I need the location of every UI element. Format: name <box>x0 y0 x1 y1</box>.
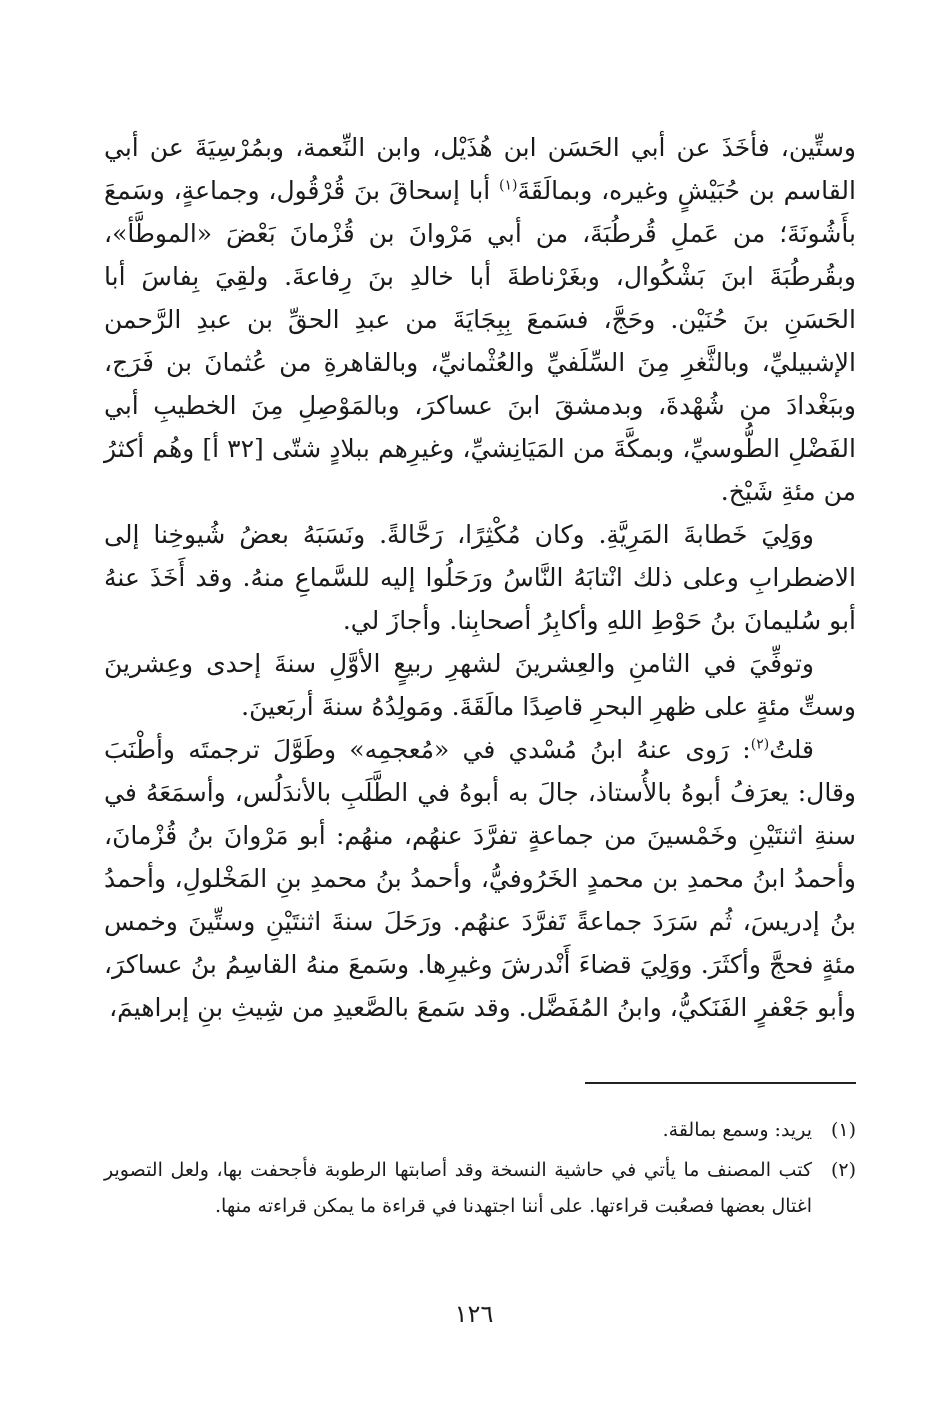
footnote-2 <box>104 1152 856 1224</box>
paragraph-4 <box>104 728 856 1029</box>
paragraph-4-text: قلتُ <box>769 735 814 764</box>
footnote-ref-2: (٢) <box>750 736 770 753</box>
paragraph-2 <box>104 513 856 642</box>
footnote-2-number: (٢) <box>830 1159 856 1181</box>
paragraph-3 <box>104 642 856 728</box>
footnote-1 <box>104 1112 856 1148</box>
paragraph-1 <box>104 126 856 513</box>
footnote-ref-1: (١) <box>499 177 518 194</box>
footnote-2-text: كتب المصنف ما يأتي في حاشية النسخة وقد أصابتها الرطوبة فأجحفت بها، ولعل التصوير اغتال بعضها فصعُبت قراءتها. على أننا اجتهدنا في قراءة ما يمكن قراءته منها. <box>104 1159 812 1217</box>
footnote-divider <box>585 1082 856 1084</box>
main-text <box>104 126 856 1029</box>
footnote-1-text: يريد: وسمع بمالقة. <box>662 1119 812 1141</box>
paragraph-4-text-cont: : رَوى عنهُ ابنُ مُسْدي في «مُعجمِه» وطَوَّلَ ترجمتَه وأطْنَبَ وقال: يعرَفُ أبوهُ بالأُستاذ، جالَ به أبوهُ في الطَّلَبِ بالأندَلُس، وأسمَعَهُ في سنةِ اثنتَيْنِ وخَمْسينَ من جماعةٍ تفرَّدَ عنهُم، منهُم: أبو مَرْوانَ بنُ قُزْمانَ، وأحمدُ ابنُ محمدِ بن محمدٍ الخَرُوفيُّ، وأحمدُ بنُ محمدِ بنِ المَخْلولِ، وأحمدُ بنُ إدريسَ، ثُم سَرَدَ جماعةً تَفرَّدَ عنهُم. ورَحَلَ سنةَ اثنتَيْنِ وستِّينَ وخمس مئةٍ فحجَّ وأكثَرَ. ووَلِيَ قضاءَ أَنْدرشَ وغيرِها. وسَمعَ منهُ القاسِمُ بنُ عساكرَ، وأبو جَعْفرٍ الفَنَكيُّ، وابنُ المُفَضَّل. وقد سَمعَ بالصَّعيدِ من شِيثِ بنِ إبراهيمَ، <box>104 735 856 1022</box>
paragraph-2-text: ووَلِيَ خَطابةَ المَرِيَّةِ. وكان مُكْثِرًا، رَحَّالةً. ونَسَبَهُ بعضُ شُيوخِنا إلى الاضطرابِ وعلى ذلك انْتابَهُ النَّاسُ ورَحَلُوا إليه للسَّماعِ منهُ. وقد أَخَذَ عنهُ أبو سُليمانَ بنُ حَوْطِ اللهِ وأكابِرُ أصحابِنا. وأجازَ لي. <box>104 520 856 635</box>
paragraph-1-text-cont: أبا إسحاقَ بنَ قُرْقُول، وجماعةٍ، وسَمعَ بأَشُونَةَ؛ من عَملِ قُرطُبَةَ، من أبي مَرْوانَ بن قُزْمانَ بَعْضَ «الموطَّأ»، وبقُرطُبَةَ ابنَ بَشْكُوال، وبغَرْناطةَ أبا خالدِ بنَ رِفاعةَ. ولقِيَ بِفاسَ أبا الحَسَنِ بنَ حُنَيْن. وحَجَّ، فسَمعَ بِبِجَايَةَ من عبدِ الحقِّ بن عبدِ الرَّحمن الإشبيليِّ، وبالثَّغرِ مِنَ السِّلَفيِّ والعُثْمانيِّ، وبالقاهرةِ من عُثمانَ بن فَرَج، وببَغْدادَ من شُهْدةَ، وبدمشقَ ابنَ عساكرَ، وبالمَوْصِلِ مِنَ الخطيبِ أبي الفَضْلِ الطُّوسيِّ، وبمكَّةَ من المَيَانِشيِّ، وغيرِهم ببلادٍ شتّى [٣٢ أ] وهُم أكثرُ من مئةِ شَيْخ. <box>104 176 856 506</box>
page-number: ١٢٦ <box>454 1300 494 1328</box>
footnote-1-number: (١) <box>830 1119 856 1141</box>
paragraph-1-text: وستِّين، فأخَذَ عن أبي الحَسَن ابن هُذَيْل، وابن النِّعمة، وبمُرْسِيَةَ عن أبي القاسم بن حُبَيْشٍ وغيره، وبمالَقَةَ <box>104 133 857 205</box>
paragraph-3-text: وتوفِّيَ في الثامنِ والعِشرينَ لشهرِ ربيعٍ الأوَّلِ سنةَ إحدى وعِشرينَ وستِّ مئةٍ على ظهرِ البحرِ قاصِدًا مالَقَةَ. ومَولِدُهُ سنةَ أربَعينَ. <box>104 649 856 721</box>
footnotes <box>104 1112 856 1228</box>
